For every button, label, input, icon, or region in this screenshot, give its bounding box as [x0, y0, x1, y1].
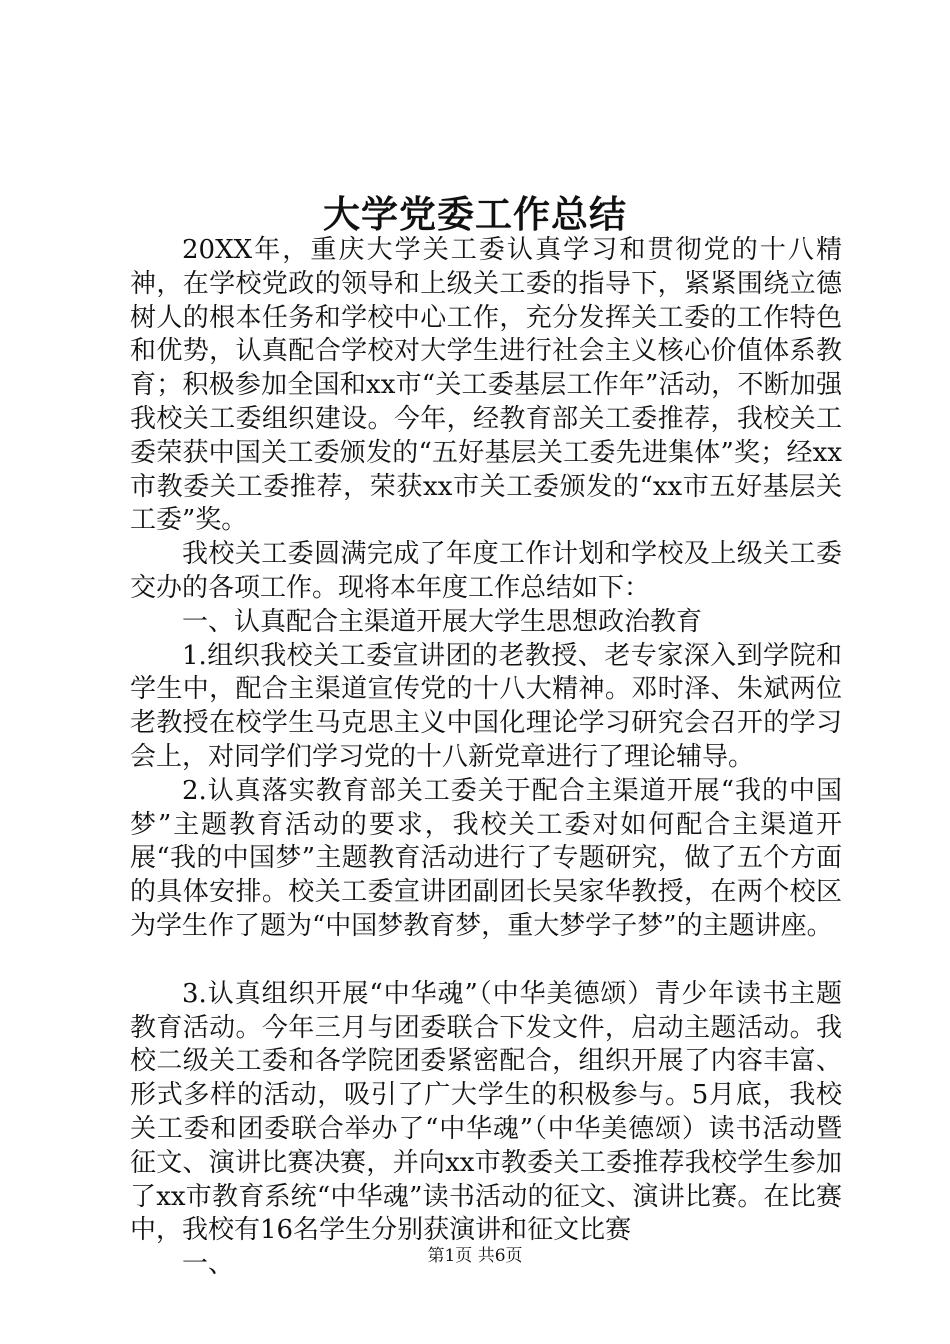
paragraph-summary-lead: 我校关工委圆满完成了年度工作计划和学校及上级关工委交办的各项工作。现将本年度工作总结如下： — [130, 539, 842, 603]
document-title: 大学党委工作总结 — [323, 192, 627, 236]
paragraph-item-3: 3.认真组织开展“中华魂”（中华美德颂）青少年读书主题教育活动。今年三月与团委联合下发文件，启动主题活动。我校二级关工委和各学院团委紧密配合，组织开展了内容丰富、形式多样的活动，吸引了广大学生的积极参与。5月底，我校关工委和团委联合举办了“中华魂”（中华美德颂）读书活动暨征文、演讲比赛决赛，并向xx市教委关工委推荐我校学生参加了xx市教育系统“中华魂”读书活动的征文、演讲比赛。在比赛中，我校有16名学生分别获演讲和征文比赛 — [130, 978, 842, 1246]
paragraph-item-1: 1.组织我校关工委宣讲团的老教授、老专家深入到学院和学生中，配合主渠道宣传党的十八大精神。邓时泽、朱斌两位老教授在校学生马克思主义中国化理论学习研究会召开的学习会上，对同学们学习党的十八新党章进行了理论辅导。 — [130, 640, 842, 772]
paragraph-item-2: 2.认真落实教育部关工委关于配合主渠道开展“我的中国梦”主题教育活动的要求，我校关工委对如何配合主渠道开展“我的中国梦”主题教育活动进行了专题研究，做了五个方面的具体安排。校关工委宣讲团副团长吴家华教授，在两个校区为学生作了题为“中国梦教育梦，重大梦学子梦”的主题讲座。 — [130, 775, 842, 941]
document-body — [130, 234, 842, 1282]
paragraph-intro: 20XX年，重庆大学关工委认真学习和贯彻党的十八精神，在学校党政的领导和上级关工委的指导下，紧紧围绕立德树人的根本任务和学校中心工作，充分发挥关工委的工作特色和优势，认真配合学校对大学生进行社会主义核心价值体系教育；积极参加全国和xx市“关工委基层工作年”活动，不断加强我校关工委组织建设。今年，经教育部关工委推荐，我校关工委荣获中国关工委颁发的“五好基层关工委先进集体”奖；经xx市教委关工委推荐，荣获xx市关工委颁发的“xx市五好基层关工委”奖。 — [130, 235, 842, 536]
section-heading-1: 一、认真配合主渠道开展大学生思想政治教育 — [182, 606, 703, 637]
page-number-footer: 第1页 共6页 — [427, 1246, 523, 1266]
section-heading-2: 一、 — [182, 1249, 235, 1280]
